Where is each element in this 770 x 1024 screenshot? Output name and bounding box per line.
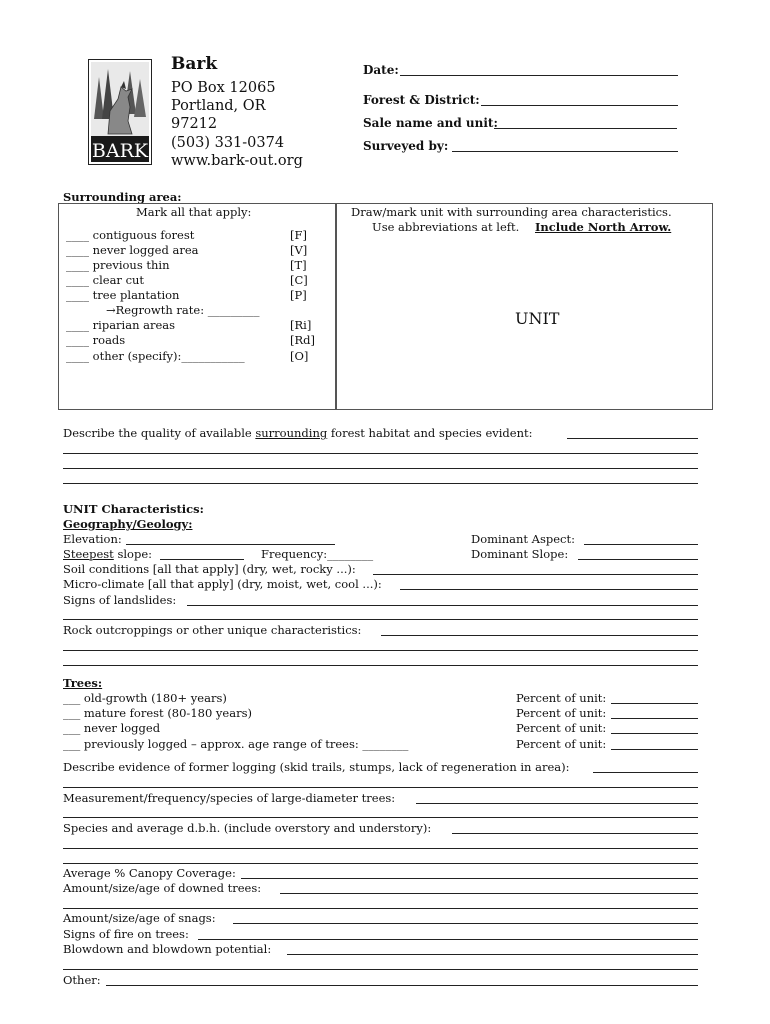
fire-signs-label: Signs of fire on trees:: [63, 927, 189, 941]
dominant-slope-field[interactable]: [578, 559, 698, 560]
percent-of-unit-label: Percent of unit:: [516, 706, 607, 720]
checklist-abbr: [Rd]: [290, 333, 315, 347]
snags-label: Amount/size/age of snags:: [63, 911, 216, 925]
soil-conditions-field[interactable]: [373, 574, 698, 575]
percent-of-unit-field[interactable]: [611, 749, 698, 750]
percent-of-unit-field[interactable]: [611, 703, 698, 704]
trees-item[interactable]: ___ previously logged – approx. age range of trees: ________: [63, 737, 409, 751]
org-address2: Portland, OR: [171, 98, 266, 114]
former-logging-label: Describe evidence of former logging (skid trails, stumps, lack of regeneration in area):: [63, 760, 570, 774]
downed-trees-answer-line[interactable]: [63, 908, 698, 909]
forest-district-label: Forest & District:: [363, 93, 480, 107]
geography-title: Geography/Geology:: [63, 517, 193, 531]
org-website: www.bark-out.org: [171, 153, 303, 169]
steepest-slope-label: [63, 547, 152, 561]
unit-drawing-area[interactable]: [335, 203, 713, 410]
dominant-slope-label: Dominant Slope:: [471, 547, 569, 561]
large-diameter-label: Measurement/frequency/species of large-diameter trees:: [63, 791, 396, 805]
percent-of-unit-label: Percent of unit:: [516, 721, 607, 735]
soil-conditions-label: Soil conditions [all that apply] (dry, wet, rocky ...):: [63, 562, 356, 576]
checklist-abbr: [O]: [290, 349, 309, 363]
checklist-item[interactable]: ____ riparian areas: [66, 318, 176, 332]
landslides-label: Signs of landslides:: [63, 593, 177, 607]
blowdown-label: Blowdown and blowdown potential:: [63, 942, 272, 956]
percent-of-unit-label: Percent of unit:: [516, 691, 607, 705]
checklist-item[interactable]: ____ tree plantation: [66, 288, 180, 302]
forest-district-field[interactable]: [481, 105, 678, 106]
micro-climate-field[interactable]: [400, 589, 698, 590]
surveyed-by-field[interactable]: [452, 151, 678, 152]
checklist-item[interactable]: ____ clear cut: [66, 273, 145, 287]
dominant-aspect-field[interactable]: [584, 544, 698, 545]
trees-item[interactable]: ___ mature forest (80-180 years): [63, 706, 252, 720]
large-diameter-answer-line[interactable]: [63, 817, 698, 818]
micro-climate-label: Micro-climate [all that apply] (dry, moist, wet, cool ...):: [63, 577, 382, 591]
percent-of-unit-label: Percent of unit:: [516, 737, 607, 751]
sale-name-label: Sale name and unit:: [363, 116, 498, 130]
species-dbh-label: Species and average d.b.h. (include overstory and understory):: [63, 821, 432, 835]
sale-name-field[interactable]: [494, 128, 677, 129]
org-name: Bark: [171, 54, 218, 74]
logo-text: BARK: [91, 140, 149, 162]
blowdown-field[interactable]: [287, 954, 698, 955]
large-diameter-field[interactable]: [416, 803, 698, 804]
checklist-item[interactable]: ____ other (specify):___________: [66, 349, 245, 363]
checklist-abbr: [Ri]: [290, 318, 312, 332]
draw-instructions: Draw/mark unit with surrounding area characteristics.: [351, 205, 672, 219]
surrounding-answer-line[interactable]: [63, 468, 698, 469]
surveyed-by-label: Surveyed by:: [363, 139, 449, 153]
checklist-abbr: [V]: [290, 243, 308, 257]
checklist-item[interactable]: ____ previous thin: [66, 258, 170, 272]
former-logging-field[interactable]: [593, 772, 698, 773]
downed-trees-field[interactable]: [280, 893, 698, 894]
describe-surrounding-label: [63, 426, 533, 440]
dominant-aspect-label: Dominant Aspect:: [471, 532, 575, 546]
surrounding-answer-line[interactable]: [63, 483, 698, 484]
landslides-answer-line[interactable]: [63, 619, 698, 620]
describe-text: Describe the quality of available: [63, 426, 252, 440]
rock-outcroppings-field[interactable]: [381, 635, 698, 636]
blowdown-answer-line[interactable]: [63, 969, 698, 970]
elevation-label: Elevation:: [63, 532, 122, 546]
surrounding-answer-line[interactable]: [567, 438, 698, 439]
org-zip: 97212: [171, 116, 218, 132]
describe-rest: forest habitat and species evident:: [330, 426, 533, 440]
fire-signs-field[interactable]: [198, 939, 698, 940]
checklist-abbr: [T]: [290, 258, 307, 272]
describe-underlined: surrounding: [255, 426, 328, 440]
trees-item[interactable]: ___ old-growth (180+ years): [63, 691, 227, 705]
percent-of-unit-field[interactable]: [611, 718, 698, 719]
unit-label: UNIT: [515, 309, 560, 328]
frequency-field[interactable]: Frequency:________: [261, 547, 374, 561]
org-address1: PO Box 12065: [171, 80, 276, 96]
rock-outcroppings-label: Rock outcroppings or other unique characteristics:: [63, 623, 362, 637]
species-dbh-answer-line[interactable]: [63, 863, 698, 864]
landslides-field[interactable]: [187, 605, 698, 606]
unit-characteristics-title: UNIT Characteristics:: [63, 502, 204, 516]
canopy-coverage-label: Average % Canopy Coverage:: [63, 866, 236, 880]
org-phone: (503) 331-0374: [171, 135, 285, 151]
checklist-item[interactable]: ____ roads: [66, 333, 126, 347]
steepest-slope-field[interactable]: [160, 559, 244, 560]
steepest-text: Steepest: [63, 547, 114, 561]
former-logging-answer-line[interactable]: [63, 787, 698, 788]
rock-answer-line[interactable]: [63, 650, 698, 651]
snags-field[interactable]: [233, 923, 698, 924]
canopy-coverage-field[interactable]: [241, 878, 698, 879]
north-arrow-instruction: Include North Arrow.: [535, 220, 672, 234]
species-dbh-field[interactable]: [452, 833, 698, 834]
surrounding-answer-line[interactable]: [63, 453, 698, 454]
trees-item[interactable]: ___ never logged: [63, 721, 161, 735]
surrounding-area-title: Surrounding area:: [63, 190, 182, 204]
bark-logo: [88, 59, 152, 165]
rock-answer-line[interactable]: [63, 665, 698, 666]
other-label: Other:: [63, 973, 101, 987]
checklist-item[interactable]: ____ contiguous forest: [66, 228, 195, 242]
checklist-abbr: [C]: [290, 273, 308, 287]
checklist-item[interactable]: ____ never logged area: [66, 243, 199, 257]
regrowth-rate-field[interactable]: →Regrowth rate: _________: [106, 303, 260, 317]
slope-text: slope:: [117, 547, 153, 561]
checklist-abbr: [P]: [290, 288, 307, 302]
species-dbh-answer-line[interactable]: [63, 848, 698, 849]
elevation-field[interactable]: [126, 544, 335, 545]
date-label: Date:: [363, 63, 399, 77]
checklist-abbr: [F]: [290, 228, 307, 242]
trees-title: Trees:: [63, 676, 103, 690]
abbrev-instructions: Use abbreviations at left.: [372, 220, 520, 234]
percent-of-unit-field[interactable]: [611, 733, 698, 734]
wolf-howl-logo-icon: [88, 59, 152, 165]
mark-all-label: Mark all that apply:: [136, 205, 252, 219]
downed-trees-label: Amount/size/age of downed trees:: [63, 881, 262, 895]
other-field[interactable]: [106, 985, 698, 986]
date-field[interactable]: [400, 75, 678, 76]
